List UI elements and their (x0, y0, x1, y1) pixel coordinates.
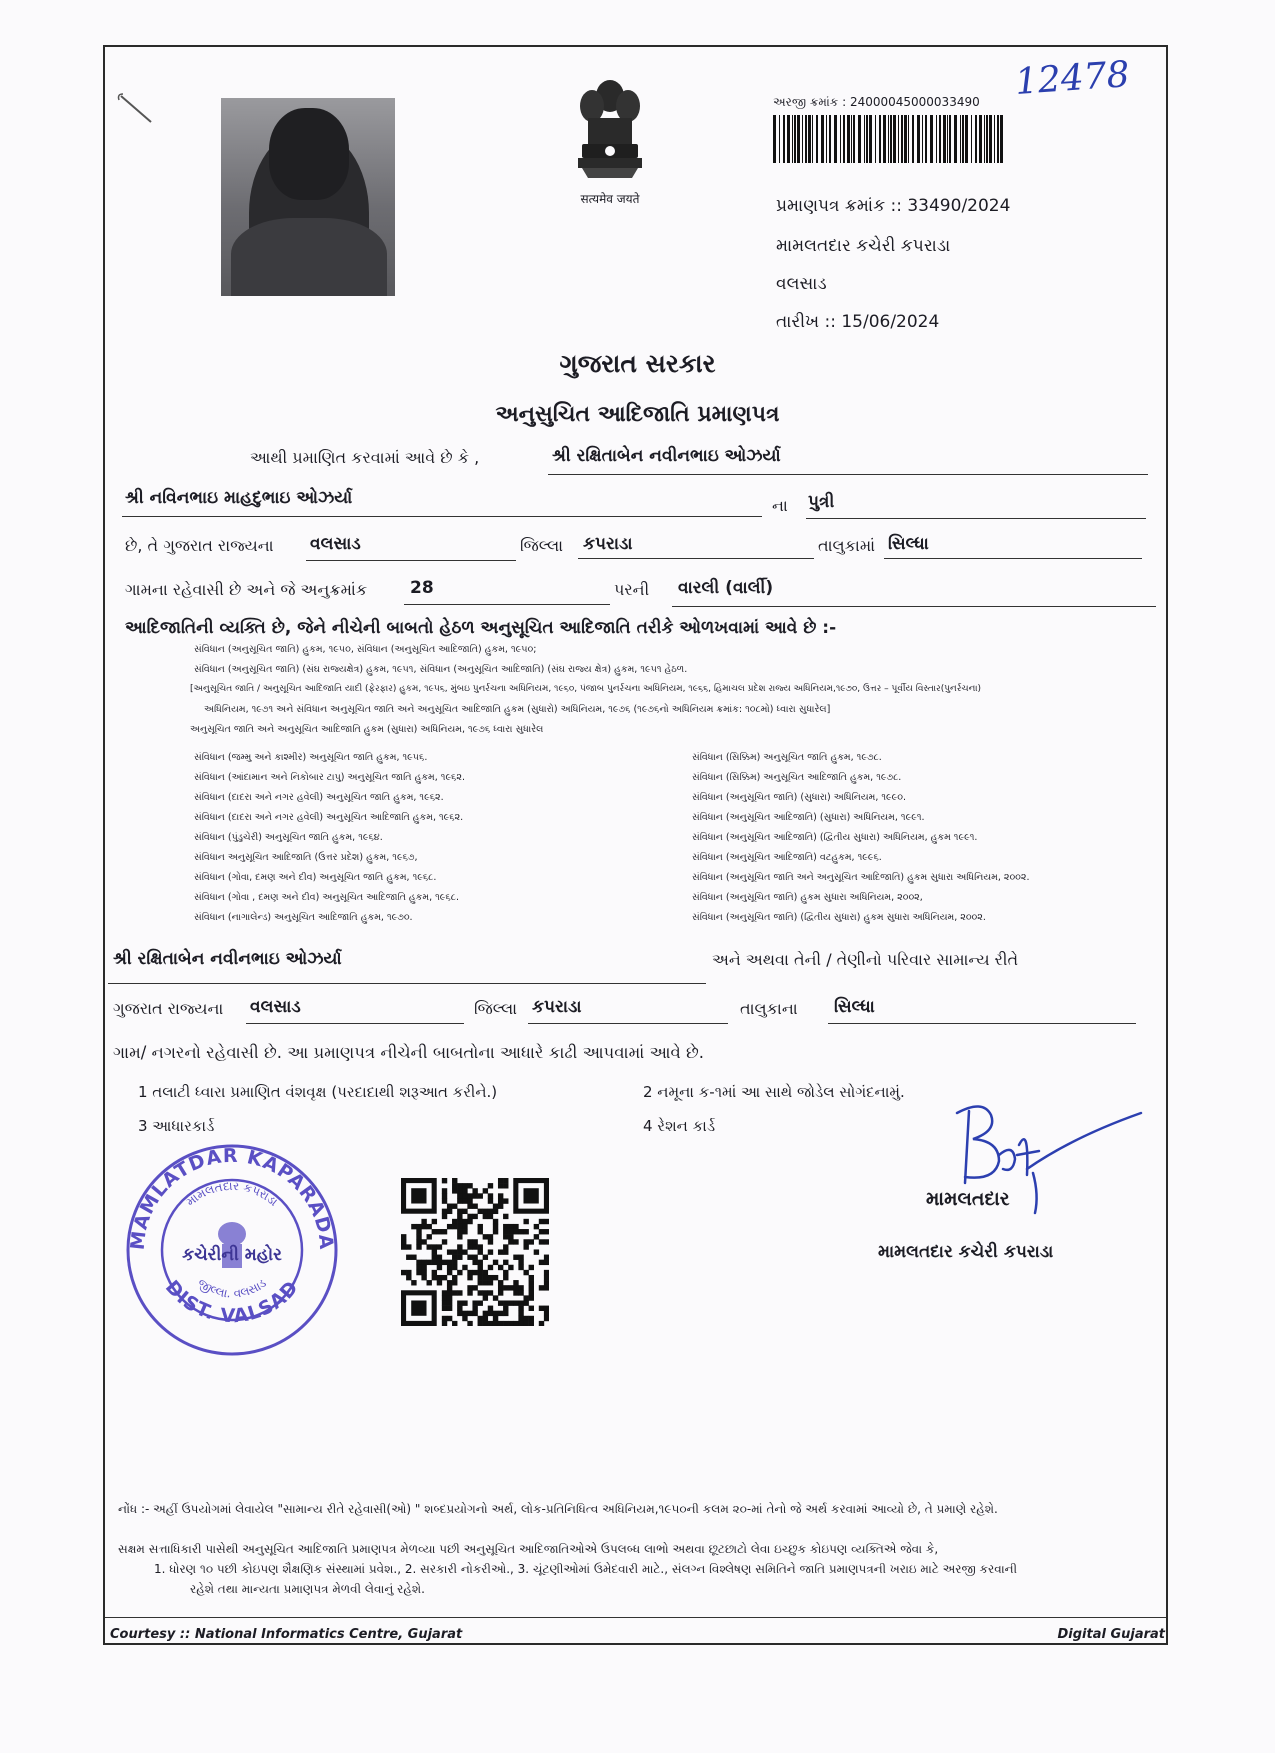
underline (108, 983, 706, 984)
qr-code (401, 1178, 549, 1326)
application-number: અરજી ક્રમાંક : 24000045000033490 (773, 95, 980, 109)
order-line: સંવિધાન (આંદામાન અને નિકોબાર ટાપુ) અનુસૂચિત જાતિ હુકમ, ૧૯૬૨. (194, 772, 465, 783)
underline (548, 474, 1148, 475)
order-line: સંવિધાન (અનુસૂચિત જાતિ) (સંઘ રાજ્યક્ષેત્ર) હુકમ, ૧૯૫૧, સંવિધાન (અનુસૂચિત આદિજાતિ) (સંઘ રાજ્ય ક્ષેત્ર) હુકમ, ૧૯૫૧ હેઠળ. (194, 664, 688, 675)
signatory-title: મામલતદાર (926, 1188, 1010, 1210)
svg-text:MAMLATDAR KAPARADA: MAMLATDAR KAPARADA (126, 1144, 338, 1252)
family-text: અને અથવા તેની / તેણીનો પરિવાર સામાન્ય રીતે (712, 950, 1019, 969)
village-value: સિલ્ધા (888, 534, 929, 554)
underline (528, 1023, 728, 1024)
office-seal-stamp (122, 1140, 342, 1360)
underline (672, 606, 1156, 607)
order-line: સંવિધાન (દાદરા અને નગર હવેલી) અનુસૂચિત જાતિ હુકમ, ૧૯૬૨. (194, 792, 444, 803)
recognized-text: આદિજાતિની વ્યક્તિ છે, જેને નીચેની બાબતો હેઠળ અનુસૂચિત આદિજાતિ તરીકે ઓળખવામાં આવે છે :- (125, 618, 837, 638)
document-title: ગુજરાત સરકાર (559, 349, 716, 378)
issue-date-label: તારીખ :: (776, 312, 842, 332)
underline (828, 1023, 1136, 1024)
order-line: સંવિધાન (અનુસૂચિત આદિજાતિ) (સુધારા) અધિનિયમ, ૧૯૯૧. (692, 812, 925, 823)
handwritten-number: 12478 (1013, 54, 1131, 103)
note-benefits-list: 1. ધોરણ ૧૦ પછી કોઇપણ શૈક્ષણિક સંસ્થામાં પ્રવેશ., 2. સરકારી નોકરીઓ., 3. ચૂંટણીઓમાં ઉમેદવારી માટે., સંલગ્ન વિશ્લેષણ સમિતિને જાતિ પ્રમાણપત્રની ખરાઇ માટે અરજી કરવાની (154, 1562, 1018, 1576)
signatory-office: મામલતદાર કચેરી કપરાડા (878, 1242, 1054, 1262)
applicant-photo (221, 98, 395, 296)
document-item: 4 રેશન કાર્ડ (643, 1117, 716, 1135)
resident-label: ગામના રહેવાસી છે અને જે અનુક્રમાંક (125, 580, 368, 599)
order-line: સંવિધાન (દાદરા અને નગર હવેલી) અનુસૂચિત આદિજાતિ હુકમ, ૧૯૬૨. (194, 812, 464, 823)
note-validity: રહેશે તથા માન્યતા પ્રમાણપત્ર મેળવી લેવાનું રહેશે. (190, 1582, 425, 1596)
underline (578, 558, 814, 559)
issuing-district: વલસાડ (776, 274, 827, 294)
document-subtitle: અનુસુચિત આદિજાતિ પ્રમાણપત્ર (495, 402, 780, 427)
footer-brand: Digital Gujarat (1057, 1627, 1165, 1642)
district-value: વલસાડ (310, 534, 361, 554)
on-label: પરની (614, 580, 650, 599)
district-value-2: વલસાડ (250, 997, 301, 1017)
of-label: ના (772, 496, 788, 515)
taluka-value-2: કપરાડા (532, 997, 582, 1017)
issue-date-row (776, 312, 939, 332)
village-value-2: સિલ્ધા (834, 997, 875, 1017)
order-line: સંવિધાન (અનુસૂચિત જાતિ) હુકમ સુધારા અધિનિયમ, ૨૦૦૨, (692, 892, 923, 903)
certificate-number: 33490/2024 (907, 196, 1011, 216)
certify-label: આથી પ્રમાણિત કરવામાં આવે છે કે , (250, 448, 480, 467)
underline (122, 516, 762, 517)
basis-text: ગામ/ નગરનો રહેવાસી છે. આ પ્રમાણપત્ર નીચેની બાબતોના આધારે કાઢી આપવામાં આવે છે. (113, 1043, 705, 1062)
district-label: જિલ્લા (520, 536, 564, 555)
state-label-2: ગુજરાત રાજ્યના (113, 999, 224, 1018)
parent-name: શ્રી નવિનભાઇ માહદુભાઇ ઓઝર્યા (125, 488, 353, 508)
note-benefits: સક્ષમ સત્તાધિકારી પાસેથી અનુસૂચિત આદિજાતિ પ્રમાણપત્ર મેળવ્યા પછી અનુસૂચિત આદિજાતિઓએ ઉપલબ્ધ લાભો અથવા છૂટછાટો લેવા ઇચ્છુક કોઇપણ વ્યક્તિએ જેવા કે, (118, 1542, 939, 1556)
order-line: [અનુસૂચિત જાતિ / અનુસૂચિત આદિજાતિ યાદી (ફેરફાર) હુકમ, ૧૯૫૬, મુંબઇ પુનર્રચના અધિનિયમ, ૧૯૬૦, પંજાબ પુનર્રચના અધિનિયમ, ૧૯૬૬, હિમાચલ પ્રદેશ રાજ્ય અધિનિયમ,૧૯૭૦, ઉત્તર – પૂર્વીય વિસ્તાર(પુનર્રચના) (190, 684, 982, 694)
applicant-name-repeat: શ્રી રક્ષિતાબેન નવીનભાઇ ઓઝર્યા (113, 949, 342, 969)
svg-text:મામલતદાર કપરાડા: મામલતદાર કપરાડા (183, 1178, 281, 1209)
underline (404, 604, 610, 605)
document-item: 3 આધારકાર્ડ (138, 1117, 215, 1135)
order-line: સંવિધાન (ગોવા, દમણ અને દીવ) અનુસૂચિત જાતિ હુકમ, ૧૯૬૮. (194, 872, 437, 883)
order-line: સંવિધાન (ગોવા , દમણ અને દીવ) અનુસૂચિત આદિજાતિ હુકમ, ૧૯૬૮. (194, 892, 459, 903)
underline (306, 560, 516, 561)
order-line: સંવિધાન (અનુસૂચિત જાતિ અને અનુસૂચિત આદિજાતિ) હુકમ સુધારા અધિનિયમ, ૨૦૦૨. (692, 872, 1030, 883)
order-line: અનુસૂચિત જાતિ અને અનુસૂચિત આદિજાતિ હુકમ (સુધારા) અધિનિયમ, ૧૯૭૬ ધ્વારા સુધારેલ (190, 724, 544, 735)
footer-divider (105, 1617, 1166, 1618)
order-line: અધિનિયમ, ૧૯૭૧ અને સંવિધાન અનુસૂચિત જાતિ અને અનુસૂચિત આદિજાતિ હુકમ (સુધારો) અધિનિયમ, ૧૯૭૬ (૧૯૭૬નો અધિનિયમ ક્રમાંક: ૧૦૮મો) ધ્વારા સુધારેલ] (204, 704, 831, 715)
order-line: સંવિધાન (સિક્કિમ) અનુસૂચિત જાતિ હુકમ, ૧૯૭૮. (692, 752, 882, 763)
svg-text:DIST. VALSAD: DIST. VALSAD (160, 1276, 304, 1328)
document-item: 1 તલાટી ધ્વારા પ્રમાણિત વંશવૃક્ષ (પરદાદાથી શરૂઆત કરીને.) (138, 1083, 498, 1101)
emblem-caption: सत्यमेव जयते (580, 192, 640, 206)
order-line: સંવિધાન (અનુસૂચિત આદિજાતિ) (દ્વિતીય સુધારા) અધિનિયમ, હુકમ ૧૯૯૧. (692, 832, 978, 843)
svg-text:જીલ્લા. વલસાડ: જીલ્લા. વલસાડ (195, 1275, 269, 1301)
certificate-number-label: પ્રમાણપત્ર ક્રમાંક :: (776, 196, 908, 216)
svg-text:કચેરીની મહોર: કચેરીની મહોર (182, 1245, 282, 1265)
barcode (773, 115, 1005, 163)
issue-date: 15/06/2024 (841, 312, 940, 332)
taluka-label-2: તાલુકાના (740, 999, 798, 1018)
footer-courtesy: Courtesy :: National Informatics Centre, Gujarat (110, 1627, 463, 1642)
order-line: સંવિધાન (અનુસૂચિત જાતિ) (સુધારા) અધિનિયમ, ૧૯૯૦. (692, 792, 907, 803)
taluka-value: કપરાડા (583, 534, 633, 554)
issuing-office: મામલતદાર કચેરી કપરાડા (776, 236, 951, 256)
order-line: સંવિધાન (નાગાલેન્ડ) અનુસૂચિત આદિજાતિ હુકમ, ૧૯૭૦. (194, 912, 413, 923)
district-label-2: જિલ્લા (474, 999, 518, 1018)
state-label: છે, તે ગુજરાત રાજ્યના (125, 536, 274, 555)
order-line: સંવિધાન (સિક્કિમ) અનુસૂચિત આદિજાતિ હુકમ, ૧૯૭૮. (692, 772, 902, 783)
order-line: સંવિધાન (જમ્મુ અને કાશ્મીર) અનુસૂચિત જાતિ હુકમ, ૧૯૫૬. (194, 752, 428, 763)
certificate-number-row (776, 196, 1010, 216)
tribe-value: વારલી (વાર્લી) (678, 578, 774, 598)
document-item: 2 નમૂના ક-૧માં આ સાથે જોડેલ સોગંદનામું. (643, 1083, 905, 1101)
relation-value: પુત્રી (808, 492, 835, 512)
applicant-name: શ્રી રક્ષિતાબેન નવીનભાઇ ઓઝર્યા (552, 446, 781, 466)
taluka-label: તાલુકામાં (818, 536, 876, 555)
national-emblem-icon (572, 74, 648, 180)
note-residency: નોંધ :- અહીં ઉપયોગમાં લેવાયેલ "સામાન્ય રીતે રહેવાસી(ઓ) " શબ્દપ્રયોગનો અર્થ, લોક-પ્રતિનિધિત્વ અધિનિયમ,૧૯૫૦ની કલમ ૨૦-માં તેનો જે અર્થ કરવામાં આવ્યો છે, તે પ્રમાણે રહેશે. (118, 1502, 998, 1516)
order-line: સંવિધાન (પુંડુચેરી) અનુસૂચિત જાતિ હુકમ, ૧૯૬૪. (194, 832, 383, 843)
order-line: સંવિધાન (અનુસૂચિત આદિજાતિ) વટહુકમ, ૧૯૯૬. (692, 852, 882, 863)
underline (806, 518, 1146, 519)
underline (246, 1023, 464, 1024)
serial-number: 28 (410, 578, 434, 598)
order-line: સંવિધાન અનુસૂચિત આદિજાતિ (ઉત્તર પ્રદેશ) હુકમ, ૧૯૬૭, (194, 852, 418, 863)
underline (884, 558, 1142, 559)
order-line: સંવિધાન (અનુસૂચિત જાતિ) હુકમ, ૧૯૫૦, સંવિધાન (અનુસૂચિત આદિજાતિ) હુકમ, ૧૯૫૦; (194, 644, 537, 655)
order-line: સંવિધાન (અનુસૂચિત જાતિ) (દ્વિતીય સુધારા) હુકમ સુધારા અધિનિયમ, ૨૦૦૨. (692, 912, 986, 923)
